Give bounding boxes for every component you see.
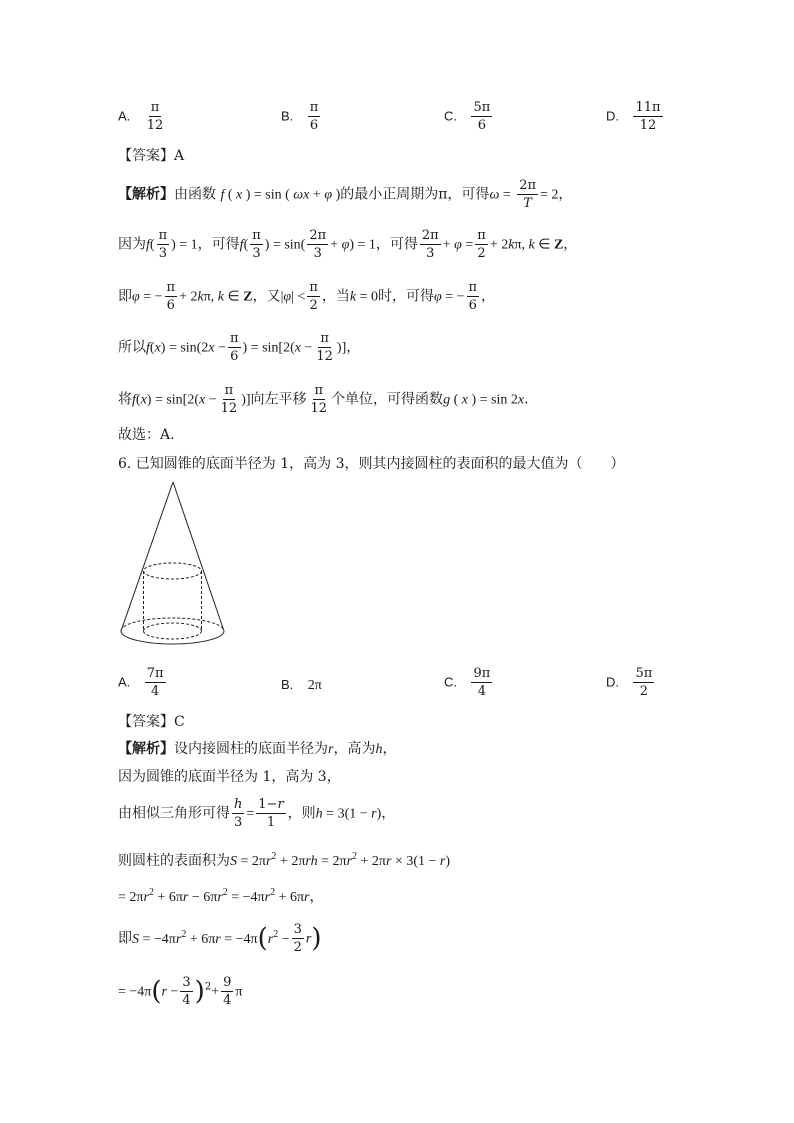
q6-answer: 【答案】C — [118, 714, 185, 730]
q5-option-a — [118, 100, 167, 133]
text: ，高为 — [333, 741, 376, 757]
fraction: $\frac{\pi}{3}$ — [252, 228, 261, 261]
option-label: A. — [118, 108, 131, 124]
text: ，可得 — [197, 236, 240, 253]
fraction: $\frac{\pi}{3}$ — [158, 228, 168, 261]
text: 个单位，可得函数 — [331, 391, 444, 408]
fraction: $\frac{\pi}{6}$ — [468, 280, 478, 313]
analysis-tag: 【解析】 — [118, 741, 174, 757]
option-label: D. — [606, 674, 619, 690]
q5-analysis-line-4: 所以f(x) = sin(2x − $\frac{\pi}{6}$ ) = sin[2(x − $\frac{\pi}{12}$ )]， — [118, 331, 361, 364]
cone-left-edge — [121, 482, 173, 631]
text: 的最小正周期为π，可得 — [340, 186, 490, 203]
cone-base-back — [121, 618, 224, 631]
fraction: $\frac{\pi}{12}$ — [220, 383, 238, 416]
option-label: D. — [606, 108, 619, 124]
cylinder-bottom-back — [144, 623, 202, 631]
fraction: $\frac{3}{4}$ — [182, 975, 191, 1008]
text: 由函数 — [174, 186, 216, 203]
cone-base-front — [121, 631, 224, 644]
q5-analysis-line-2: 因为f( $\frac{\pi}{3}$ ) = 1，可得f( $\frac{\pi}{3}$ ) = sin( $\frac{2\pi}{3}$ + φ) = 1，可得 $\frac{2\pi}{3}$ + φ = $\frac{\pi}{2}$ + 2kπ, k ∈ Z， — [118, 228, 578, 261]
q5-answer: 【答案】A — [118, 148, 185, 164]
q6-analysis-line-7: = −4π(r − $\frac{3}{4}$ )$^2$+ $\frac{9}{4}$ π — [118, 975, 243, 1008]
option-fraction: $\frac{5\pi}{6}$ — [473, 100, 491, 133]
fraction: $\frac{2\pi}{3}$ — [309, 228, 327, 261]
q5-option-c — [444, 100, 494, 133]
text: 由相似三角形可得 — [118, 805, 230, 822]
fraction: $\frac{\pi}{2}$ — [309, 280, 318, 313]
q6-analysis-line-4: 则圆柱的表面积为$S = 2\pi r^2 + 2\pi rh = 2\pi r^2 + 2\pi r \times 3(1 - r)$ — [118, 851, 451, 869]
q6-analysis-line-1: 【解析】设内接圆柱的底面半径为r，高为h， — [118, 741, 397, 757]
text: ，可得 — [375, 236, 418, 253]
fraction: $\frac{\pi}{6}$ — [229, 331, 239, 364]
q6-stem: 6. 已知圆锥的底面半径为 1，高为 3，则其内接圆柱的表面积的最大值为（ ） — [118, 456, 625, 472]
fraction: $\frac{\pi}{12}$ — [316, 331, 333, 364]
q6-option-b — [281, 676, 322, 695]
q6-option-c — [444, 666, 494, 699]
option-label: A. — [118, 674, 131, 690]
text: 向左平移 — [250, 391, 307, 408]
cylinder-bottom-front — [144, 631, 202, 639]
q5-conclusion: 故选：A. — [118, 427, 175, 443]
q5-analysis-line-1: 【解析】由函数 f ( x ) = sin ( ωx + φ )的最小正周期为π，可得ω = $\frac{2\pi}{T}$ = 2， — [118, 178, 573, 211]
q6-analysis-line-6: 即$S = -4\pi r^2 + 6\pi r = -4\pi(r^2$ − $\frac{3}{2}$ r) — [118, 922, 322, 955]
option-fraction: $\frac{7\pi}{4}$ — [146, 666, 164, 699]
fraction: $\frac{2\pi}{T}$ — [519, 178, 537, 211]
option-label: C. — [444, 674, 457, 690]
q5-option-d — [606, 100, 665, 133]
q6-option-d — [606, 666, 656, 699]
fraction: $\frac{\pi}{2}$ — [477, 228, 486, 261]
q6-analysis-line-2: 因为圆锥的底面半径为 1，高为 3， — [118, 769, 341, 785]
fraction: $\frac{\pi}{12}$ — [310, 383, 328, 416]
fraction: $\frac{9}{4}$ — [223, 975, 232, 1008]
q5-option-b — [281, 100, 322, 133]
option-fraction: $\frac{9\pi}{4}$ — [473, 666, 491, 699]
cone-right-edge — [173, 482, 224, 631]
text: 因为 — [118, 236, 146, 253]
text: 则圆柱的表面积为 — [118, 853, 230, 869]
cylinder-top — [144, 563, 202, 579]
q5-analysis-line-5: 将f(x) = sin[2(x − $\frac{\pi}{12}$ )]向左平移 $\frac{\pi}{12}$ 个单位，可得函数g ( x ) = sin 2x. — [118, 383, 529, 416]
q6-analysis-line-5: = $2\pi r^2 + 6\pi r - 6\pi r^2 = -4\pi r^2 + 6\pi r$， — [118, 887, 324, 905]
option-fraction: $\frac{\pi}{12}$ — [146, 100, 164, 133]
fraction: $\frac{\pi}{6}$ — [166, 280, 176, 313]
option-fraction: $\frac{5\pi}{2}$ — [635, 666, 653, 699]
text: 设内接圆柱的底面半径为 — [174, 741, 328, 757]
option-label: C. — [444, 108, 457, 124]
fraction: $\frac{3}{2}$ — [293, 922, 302, 955]
option-fraction: $\frac{\pi}{6}$ — [309, 100, 319, 133]
option-fraction: $\frac{11\pi}{12}$ — [635, 100, 661, 133]
text: 时，可得 — [378, 288, 434, 305]
cone-with-inscribed-cylinder-figure — [115, 478, 230, 653]
option-value: 2π — [307, 678, 322, 693]
q5-analysis-line-3: 即φ = − $\frac{\pi}{6}$ + 2kπ, k ∈ Z，又|φ| < $\frac{\pi}{2}$ ，当k = 0时，可得φ = − $\frac{\pi}{6}$ ， — [118, 280, 496, 313]
text: 将 — [118, 391, 132, 408]
fraction: $\frac{h}{3}$ — [234, 797, 243, 830]
fraction: $\frac{2\pi}{3}$ — [421, 228, 439, 261]
option-label: B. — [281, 108, 294, 124]
text: ，又 — [252, 288, 281, 305]
option-label: B. — [281, 677, 294, 692]
text: 所以 — [118, 339, 146, 356]
fraction: $\frac{1-r}{1}$ — [258, 797, 284, 830]
text: 即 — [118, 288, 132, 305]
q6-analysis-line-3: 由相似三角形可得 $\frac{h}{3}$ = $\frac{1-r}{1}$ ，则h = 3(1 − r)， — [118, 797, 396, 830]
q6-option-a — [118, 666, 168, 699]
analysis-tag: 【解析】 — [118, 186, 174, 203]
text: ，则 — [287, 805, 316, 822]
text: ，当 — [321, 288, 350, 305]
text: 即 — [118, 930, 132, 947]
